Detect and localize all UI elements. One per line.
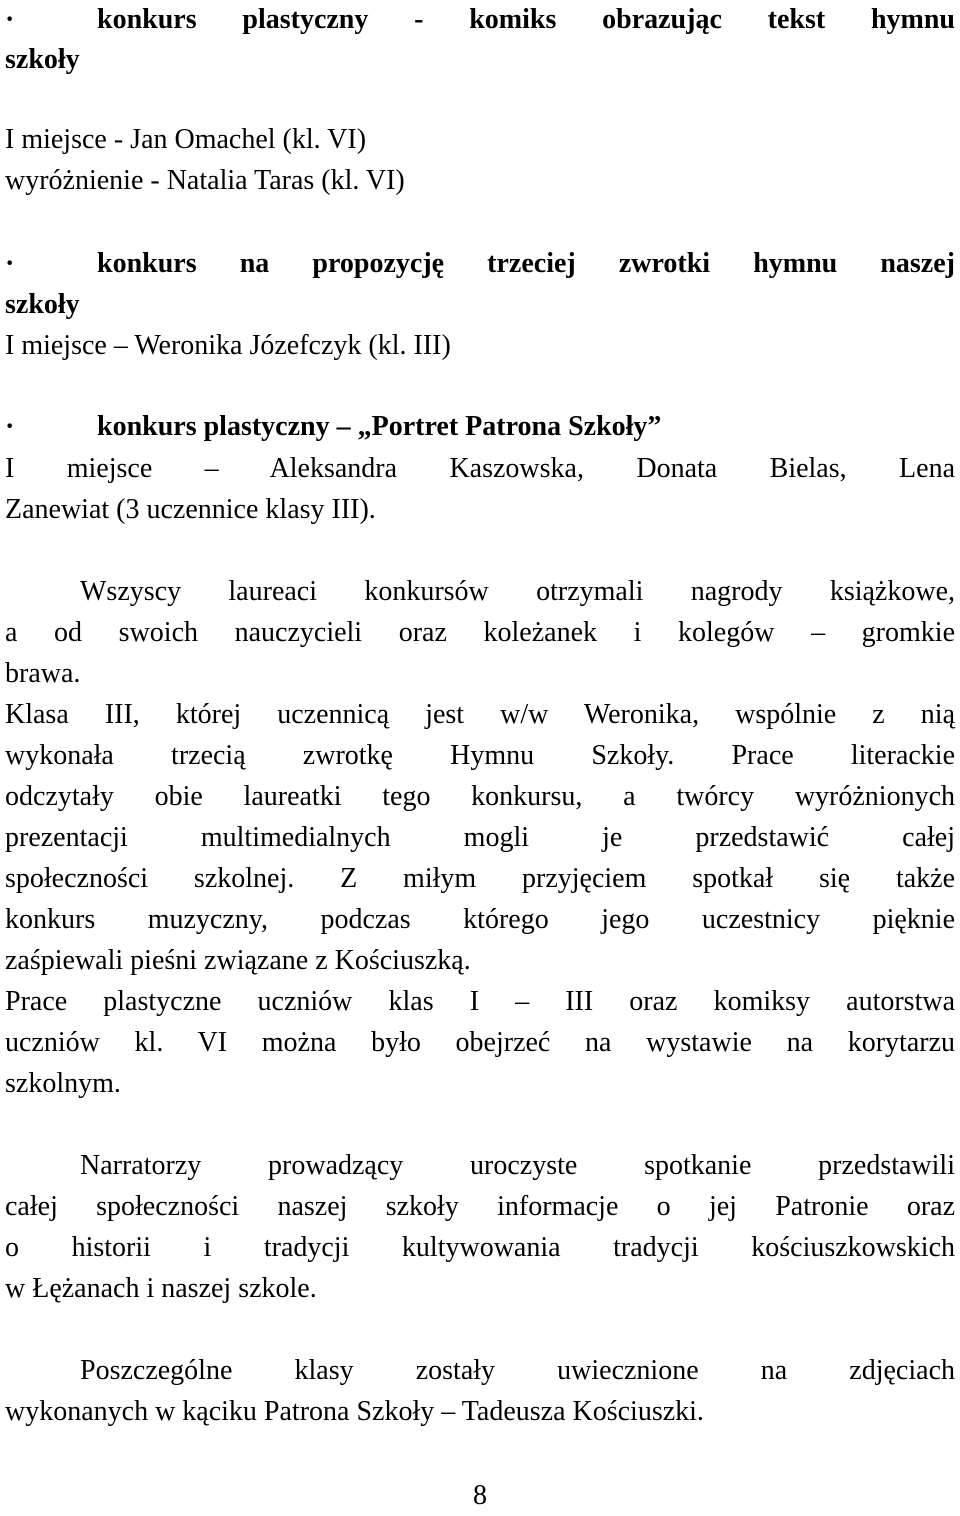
section2-heading-line1	[5, 244, 955, 284]
section2-line1: I miejsce – Weronika Józefczyk (kl. III)	[5, 330, 451, 361]
paragraph1-line: Wszyscy laureaci konkursów otrzymali nagrody książkowe,	[80, 576, 955, 607]
paragraph1-line: uczniów kl. VI można było obejrzeć na wystawie na korytarzu	[5, 1027, 955, 1058]
paragraph1-line: Klasa III, której uczennicą jest w/w Weronika, wspólnie z nią	[5, 699, 955, 730]
paragraph2-line: o historii i tradycji kultywowania tradycji kościuszkowskich	[5, 1232, 955, 1263]
paragraph1-line: odczytały obie laureatki tego konkursu, a twórcy wyróżnionych	[5, 781, 955, 812]
section1-line1: I miejsce - Jan Omachel (kl. VI)	[5, 124, 367, 155]
paragraph1-line: wykonała trzecią zwrotkę Hymnu Szkoły. Prace literackie	[5, 740, 955, 771]
section3-heading-text: konkurs plastyczny – „Portret Patrona Szkoły”	[97, 411, 662, 442]
paragraph1-line: a od swoich nauczycieli oraz koleżanek i kolegów – gromkie	[5, 617, 955, 648]
bullet: ·	[5, 411, 15, 442]
paragraph2-line: Narratorzy prowadzący uroczyste spotkanie przedstawili	[80, 1150, 955, 1181]
paragraph2-line: w Łężanach i naszej szkole.	[5, 1273, 317, 1304]
paragraph1-line: brawa.	[5, 658, 81, 689]
paragraph3-line: Poszczególne klasy zostały uwiecznione na zdjęciach	[80, 1355, 955, 1386]
section1-heading-line2: szkoły	[5, 44, 80, 75]
paragraph1-line: społeczności szkolnej. Z miłym przyjęciem spotkał się także	[5, 863, 955, 894]
section1-heading-text: konkurs plastyczny - komiks obrazując tekst hymnu	[97, 4, 955, 35]
paragraph1-line: prezentacji multimedialnych mogli je przedstawić całej	[5, 822, 955, 853]
section3-line1: I miejsce – Aleksandra Kaszowska, Donata Bielas, Lena	[5, 453, 955, 484]
paragraph3-line: wykonanych w kąciku Patrona Szkoły – Tadeusza Kościuszki.	[5, 1396, 704, 1427]
bullet: ·	[5, 248, 15, 279]
paragraph2-line: całej społeczności naszej szkoły informacje o jej Patronie oraz	[5, 1191, 955, 1222]
paragraph1-line: Prace plastyczne uczniów klas I – III oraz komiksy autorstwa	[5, 986, 955, 1017]
page-number: 8	[473, 1480, 487, 1511]
paragraph1-line: zaśpiewali pieśni związane z Kościuszką.	[5, 945, 471, 976]
section2-heading-text: konkurs na propozycję trzeciej zwrotki hymnu naszej	[97, 248, 955, 279]
bullet: ·	[5, 4, 15, 35]
section1-heading-line1	[5, 0, 955, 40]
section2-heading-line2: szkoły	[5, 289, 80, 320]
paragraph1-line: szkolnym.	[5, 1068, 121, 1099]
section3-heading	[5, 407, 955, 447]
paragraph1-line: konkurs muzyczny, podczas którego jego uczestnicy pięknie	[5, 904, 955, 935]
section3-line2: Zanewiat (3 uczennice klasy III).	[5, 494, 376, 525]
section1-line2: wyróżnienie - Natalia Taras (kl. VI)	[5, 165, 405, 196]
